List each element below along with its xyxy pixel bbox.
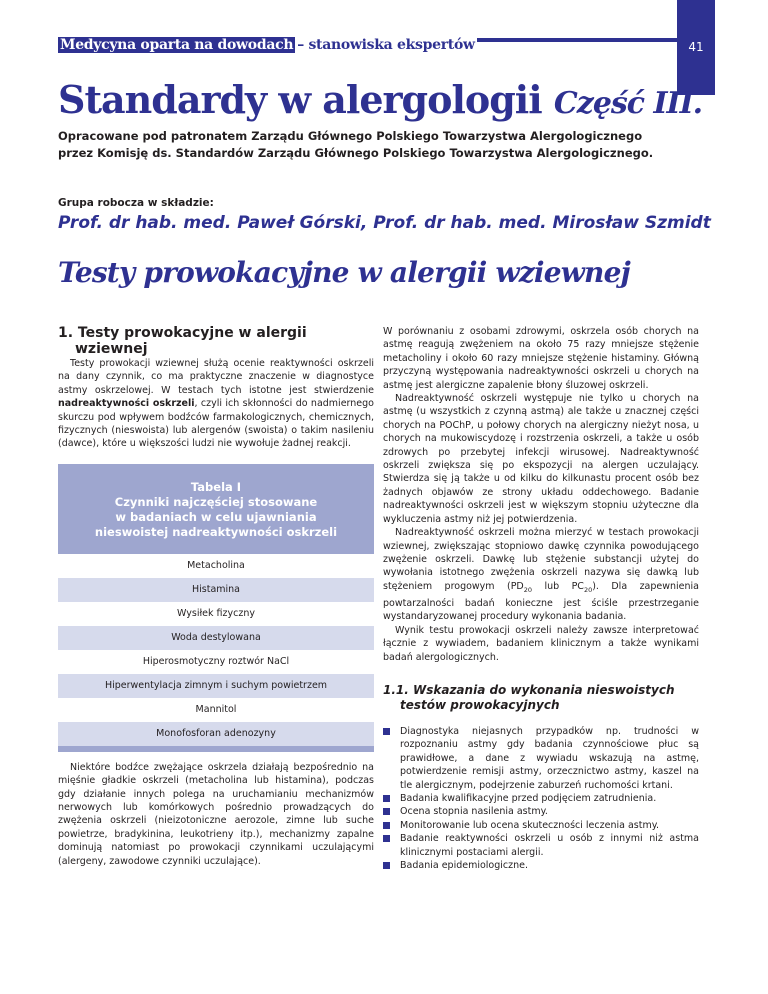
body-paragraph: W porównaniu z osobami zdrowymi, oskrzela osób chorych na astmę reagują zwężeniem na około 75 razy mniejsze stężenie metacholiny i około 60 razy mniejsze stężenie histaminy. Główną przyczyną występowania nadreaktywności oskrzeli u chorych na astmę jest alergiczne zapalenie błony śluzowej oskrzeli. xyxy=(383,326,699,391)
table-row: Woda destylowana xyxy=(58,626,374,650)
list-item: Ocena stopnia nasilenia astmy. xyxy=(383,805,699,818)
indications-list xyxy=(383,725,699,872)
list-item: Diagnostyka niejasnych przypadków np. trudności w rozpoznaniu astmy gdy badania czynnościowe płuc są prawidłowe, a dane z wywiadu wskazują na astmę, potwierdzenie remisji astmy, orzecznictwo astmy, kaszel na tle alergicznym, podejrzenie zaburzeń ruchomości krtani. xyxy=(383,725,699,792)
body-paragraph: Nadreaktywność oskrzeli występuje nie tylko u chorych na astmę (u wszystkich z czynną astmą) ale także u znacznej części chorych na POChP, u połowy chorych na alergiczny nieżyt nosa, u chorych na mukowiscydozę i rozstrzenia oskrzeli, a także u osób zdrowych po przebytej infekcji wirusowej. Nadreaktywność oskrzeli zwiększa się po ekspozycji na alergen uczulający. Stwierdza się ją także u od kilku do kilkunastu procent osób bez żadnych objawów ze strony układu oddechowego. Badanie nadreaktywności oskrzeli jest w większym stopniu użyteczne dla wykluczenia astmy niż jej potwierdzenia. xyxy=(383,393,699,525)
factors-table xyxy=(58,464,374,752)
bullet-square-icon xyxy=(383,822,390,829)
title-main: Standardy w alergologii xyxy=(58,77,542,122)
table-row: Hiperosmotyczny roztwór NaCl xyxy=(142,655,290,667)
page-title xyxy=(58,78,702,126)
table-row: Monofosforan adenozyny xyxy=(58,722,374,746)
body-paragraph: Niektóre bodźce zwężające oskrzela działają bezpośrednio na mięśnie gładkie oskrzeli (metacholina lub histamina), podczas gdy działanie innych polega na uruchamianiu mechanizmów nerwowych lub komórkowych pośrednio prowadzących do zwężenia oskrzeli (nieizotoniczne aerozole, zimne lub suche powietrze, bradykinina, leukotrieny itp.), mechanizmy zapalne dominują natomiast po prowokacji czynnikami uczulającymi (alergeny, zawodowe czynniki uczulające). xyxy=(58,761,374,867)
section-header xyxy=(58,36,477,55)
subsection-heading-line-1: 1.1. Wskazania do wykonania nieswoistych xyxy=(383,683,675,698)
bullet-square-icon xyxy=(383,728,390,735)
bullet-square-icon xyxy=(383,835,390,842)
article-title: Testy prowokacyjne w alergii wziewnej xyxy=(58,256,630,289)
subsection-heading-line-2: testów prowokacyjnych xyxy=(400,698,560,713)
table-header xyxy=(58,464,374,554)
table-row: Metacholina xyxy=(187,559,245,571)
list-item: Badania epidemiologiczne. xyxy=(383,859,699,872)
bullet-square-icon xyxy=(383,862,390,869)
title-part: Część III. xyxy=(553,86,703,121)
working-group-label: Grupa robocza w składzie: xyxy=(58,197,214,209)
list-item: Badania kwalifikacyjne przed podjęciem zatrudnienia. xyxy=(383,792,699,805)
table-title-2: Czynniki najczęściej stosowane xyxy=(114,494,318,509)
table-row: Hiperwentylacja zimnym i suchym powietrzem xyxy=(58,674,374,698)
table-row: Histamina xyxy=(58,578,374,602)
table-row: Wysiłek fizyczny xyxy=(177,607,255,619)
section-heading-line-1: 1. Testy prowokacyjne w alergii xyxy=(58,325,307,341)
bullet-square-icon xyxy=(383,795,390,802)
right-column xyxy=(383,325,699,873)
body-paragraph: Wynik testu prowokacji oskrzeli należy zawsze interpretować łącznie z wywiadem, badaniem klinicznym a także wynikami badań alergologicznych. xyxy=(383,624,699,663)
page-number-text: 41 xyxy=(688,40,704,54)
section-heading xyxy=(58,325,374,357)
section-highlight: Medycyna oparta na dowodach xyxy=(60,37,294,53)
table-title-1: Tabela I xyxy=(190,479,242,494)
body-paragraph: Nadreaktywność oskrzeli można mierzyć w testach prowokacji wziewnej, zwiększając stopniowo dawkę czynnika powodującego zwężenie oskrzeli. Dawkę lub stężenie substancji użytej do wywołania istotnego zwężenia oskrzeli nazywa się dawką lub stężeniem progowym ($PD_{20}$ lub $PC_{20}$). Dla zapewnienia powtarzalności badań konieczne jest ściśle przestrzeganie wystandaryzowanej procedury wykonania badania. xyxy=(383,527,700,623)
subsection-heading xyxy=(383,683,699,713)
bold-term: nadreaktywności oskrzeli xyxy=(58,398,195,410)
section-heading-line-2: wziewnej xyxy=(75,341,148,357)
table-footer-bar xyxy=(58,746,374,752)
intro-paragraph: Testy prowokacji wziewnej służą ocenie reaktywności oskrzeli na dany czynnik, co ma praktyczne znaczenie w diagnostyce astmy oskrzelowej. W testach tych istotne jest stwierdzenie nadreaktywności oskrzeli, czyli ich skłonności do nadmiernego skurczu pod wpływem bodźców farmakologicznych, chemicznych, fizycznych (nieswoista) lub alergenów (swoista) o takim nasileniu (dawce), które u większości ludzi nie wywołuje żadnej reakcji. xyxy=(58,358,374,450)
list-item: Badanie reaktywności oskrzeli u osób z innymi niż astma klinicznymi postaciami alergii. xyxy=(383,832,699,859)
patronage-line-2: przez Komisję ds. Standardów Zarządu Głównego Polskiego Towarzystwa Alergologicznego. xyxy=(58,146,654,160)
left-column xyxy=(58,325,374,868)
table-title-4: nieswoistej nadreaktywności oskrzeli xyxy=(94,524,338,539)
bullet-square-icon xyxy=(383,808,390,815)
section-subtitle: – stanowiska ekspertów xyxy=(297,37,475,53)
patronage-note xyxy=(58,128,698,162)
list-item: Monitorowanie lub ocena skuteczności leczenia astmy. xyxy=(383,819,699,832)
authors: Prof. dr hab. med. Paweł Górski, Prof. dr hab. med. Mirosław Szmidt xyxy=(58,213,711,233)
patronage-line-1: Opracowane pod patronatem Zarządu Głównego Polskiego Towarzystwa Alergologicznego xyxy=(58,129,643,143)
table-title-3: w badaniach w celu ujawniania xyxy=(115,509,317,524)
table-row: Mannitol xyxy=(195,703,237,715)
